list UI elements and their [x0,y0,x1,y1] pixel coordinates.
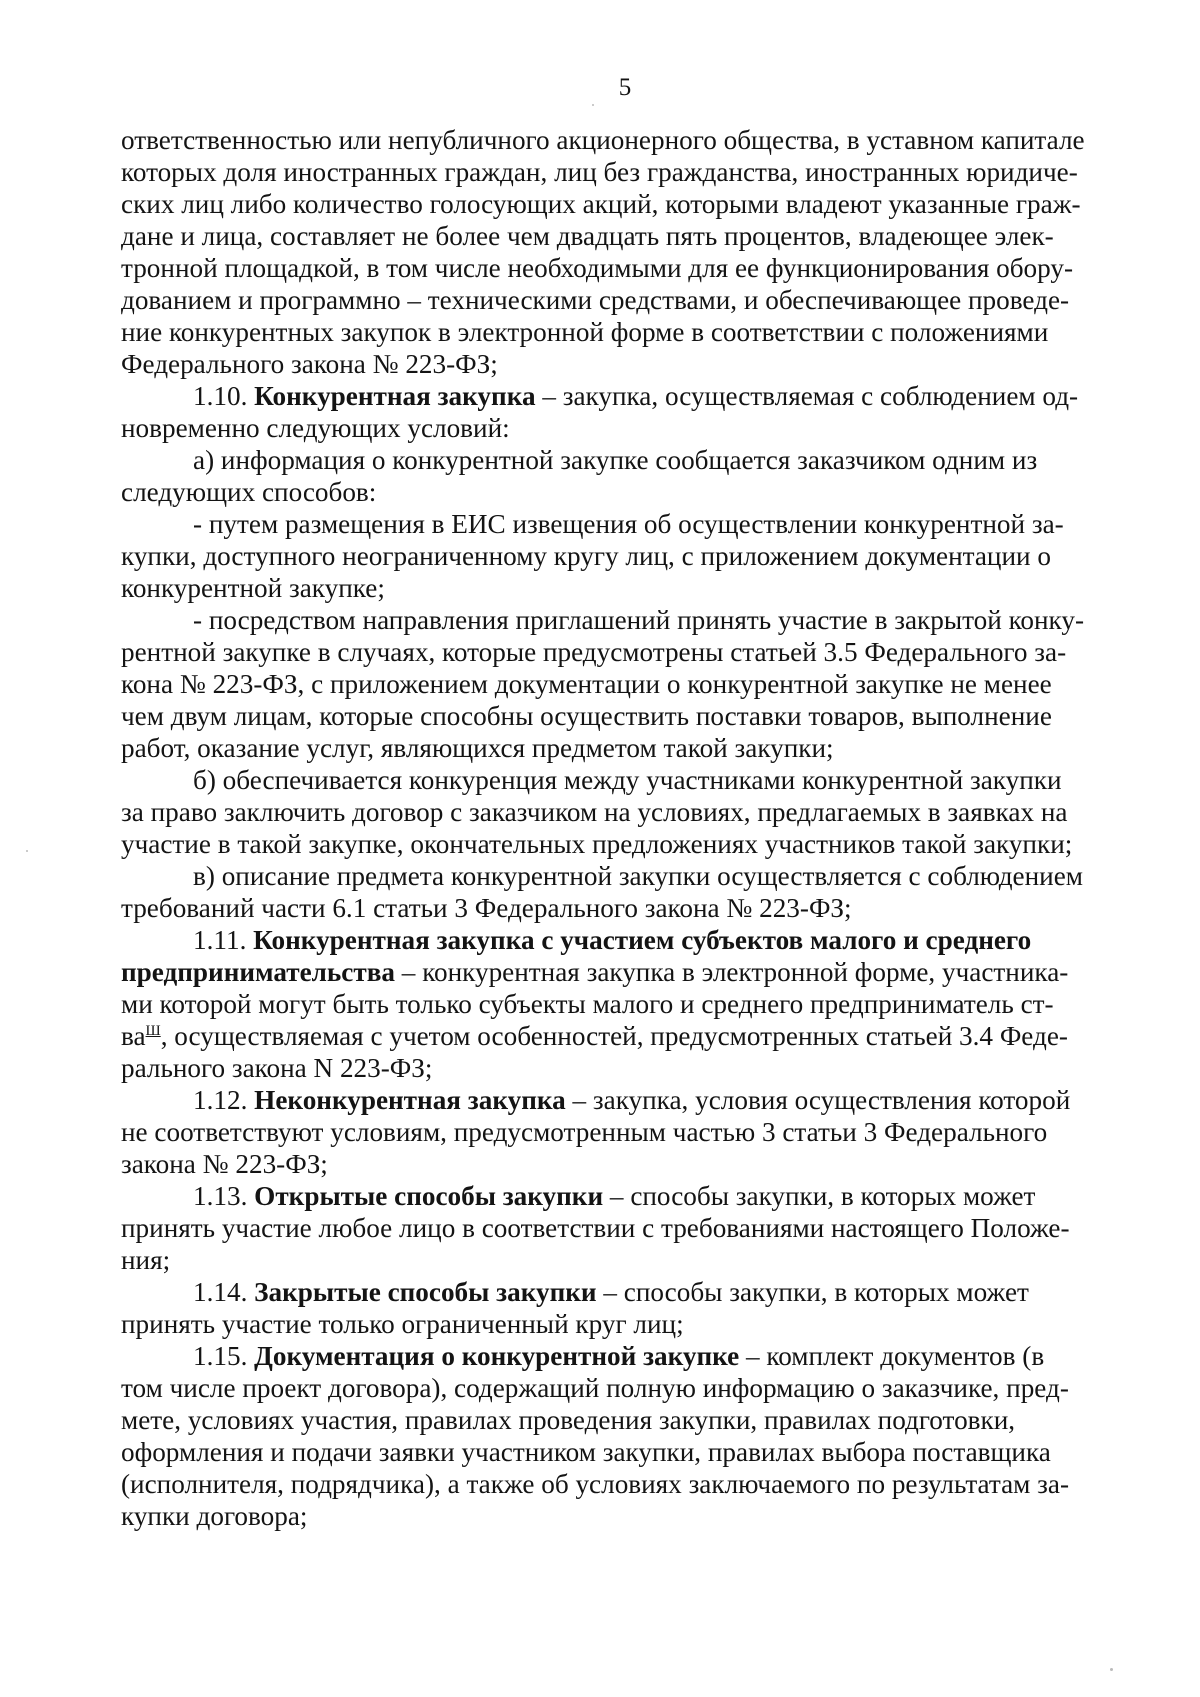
text-line [121,220,1126,252]
document-body [121,124,1126,1532]
line-text: которых доля иностранных граждан, лиц без гражданства, иностранных юридиче- [121,157,1078,187]
line-text: в) описание предмета конкурентной закупки осуществляется с соблюдением [193,861,1083,891]
text-line [121,1500,1126,1532]
line-text: кона № 223-ФЗ, с приложением документации о конкурентной закупке не менее [121,669,1052,699]
text-line [121,604,1126,636]
line-text: оформления и подачи заявки участником закупки, правилах выбора поставщика [121,1437,1051,1467]
line-text: , осуществляемая с учетом особенностей, предусмотренных статьей 3.4 Феде- [160,1021,1068,1051]
line-text: б) обеспечивается конкуренция между участниками конкурентной закупки [193,765,1062,795]
text-line [121,412,1126,444]
text-line [121,1116,1126,1148]
text-line [121,476,1126,508]
line-text: закона № 223-ФЗ; [121,1149,328,1179]
text-line [121,1404,1126,1436]
text-line [121,924,1126,956]
line-text: (исполнителя, подрядчика), а также об условиях заключаемого по результатам за- [121,1469,1070,1499]
footnote-marker: Ш [145,1023,161,1039]
definition-text: – способы закупки, в которых может [603,1181,1036,1211]
line-text: купки, доступного неограниченному кругу лиц, с приложением документации о [121,541,1051,571]
text-line [121,540,1126,572]
defined-term: Конкурентная закупка с участием субъектов малого и среднего [253,925,1032,955]
line-text: ответственностью или непубличного акционерного общества, в уставном капитале [121,125,1085,155]
defined-term: предпринимательства [121,957,395,987]
line-text: ми которой могут быть только субъекты малого и среднего предприниматель ст- [121,989,1054,1019]
line-text: участие в такой закупке, окончательных предложениях участников такой закупки; [121,829,1073,859]
line-text: ва [121,1021,146,1051]
text-line [121,316,1126,348]
text-line [121,1020,1126,1052]
text-line [121,444,1126,476]
text-line [121,860,1126,892]
scan-speck [592,104,594,106]
scan-speck [26,850,28,852]
text-line [121,1276,1126,1308]
line-text: конкурентной закупке; [121,573,385,603]
line-text: за право заключить договор с заказчиком на условиях, предлагаемых в заявках на [121,797,1068,827]
clause-number: 1.10. [193,381,255,411]
defined-term: Документация о конкурентной закупке [254,1341,740,1371]
text-line [121,668,1126,700]
line-text: новременно следующих условий: [121,413,510,443]
line-text: требований части 6.1 статьи 3 Федерального закона № 223-ФЗ; [121,893,852,923]
text-line [121,796,1126,828]
text-line [121,1340,1126,1372]
line-text: принять участие только ограниченный круг лиц; [121,1309,684,1339]
text-line [121,156,1126,188]
clause-number: 1.12. [193,1085,255,1115]
definition-text: – комплект документов (в [739,1341,1045,1371]
scan-speck [1110,1668,1113,1671]
text-line [121,828,1126,860]
line-text: дане и лица, составляет не более чем двадцать пять процентов, владеющее элек- [121,221,1054,251]
text-line [121,380,1126,412]
clause-number: 1.15. [193,1341,255,1371]
text-line [121,1372,1126,1404]
definition-text: – закупка, осуществляемая с соблюдением од- [535,381,1079,411]
text-line [121,956,1126,988]
text-line [121,1212,1126,1244]
text-line [121,1244,1126,1276]
text-line [121,1308,1126,1340]
line-text: следующих способов: [121,477,377,507]
line-text: ние конкурентных закупок в электронной форме в соответствии с положениями [121,317,1049,347]
text-line [121,124,1126,156]
clause-number: 1.14. [193,1277,255,1307]
text-line [121,1148,1126,1180]
line-text: чем двум лицам, которые способны осуществить поставки товаров, выполнение [121,701,1052,731]
line-text: не соответствуют условиям, предусмотренным частью 3 статьи 3 Федерального [121,1117,1048,1147]
line-text: принять участие любое лицо в соответствии с требованиями настоящего Положе- [121,1213,1070,1243]
text-line [121,1436,1126,1468]
text-line [121,1084,1126,1116]
line-text: ния; [121,1245,171,1275]
line-text: Федерального закона № 223-ФЗ; [121,349,498,379]
line-text: ских лиц либо количество голосующих акций, которыми владеют указанные граж- [121,189,1081,219]
text-line [121,1468,1126,1500]
text-line [121,348,1126,380]
definition-text: – способы закупки, в которых может [596,1277,1029,1307]
line-text: купки договора; [121,1501,308,1531]
line-text: рентной закупке в случаях, которые предусмотрены статьей 3.5 Федерального за- [121,637,1067,667]
line-text: а) информация о конкурентной закупке сообщается заказчиком одним из [193,445,1038,475]
text-line [121,572,1126,604]
defined-term: Конкурентная закупка [254,381,536,411]
text-line [121,1052,1126,1084]
definition-text: – закупка, условия осуществления которой [565,1085,1071,1115]
line-text: том числе проект договора), содержащий полную информацию о заказчике, пред- [121,1373,1069,1403]
line-text: работ, оказание услуг, являющихся предметом такой закупки; [121,733,834,763]
line-text: - путем размещения в ЕИС извещения об осуществлении конкурентной за- [193,509,1064,539]
defined-term: Неконкурентная закупка [254,1085,566,1115]
line-text: мете, условиях участия, правилах проведения закупки, правилах подготовки, [121,1405,1016,1435]
text-line [121,508,1126,540]
line-text: - посредством направления приглашений принять участие в закрытой конку- [193,605,1085,635]
text-line [121,892,1126,924]
text-line [121,284,1126,316]
text-line [121,252,1126,284]
definition-text: – конкурентная закупка в электронной форме, участника- [395,957,1069,987]
defined-term: Открытые способы закупки [254,1181,604,1211]
defined-term: Закрытые способы закупки [254,1277,597,1307]
line-text: рального закона N 223-ФЗ; [121,1053,433,1083]
line-text: дованием и программно – техническими средствами, и обеспечивающее проведе- [121,285,1070,315]
clause-number: 1.11. [193,925,254,955]
line-text: тронной площадкой, в том числе необходимыми для ее функционирования обору- [121,253,1074,283]
text-line [121,764,1126,796]
clause-number: 1.13. [193,1181,255,1211]
text-line [121,1180,1126,1212]
text-line [121,188,1126,220]
text-line [121,700,1126,732]
text-line [121,732,1126,764]
page-number: 5 [618,74,632,101]
text-line [121,988,1126,1020]
text-line [121,636,1126,668]
